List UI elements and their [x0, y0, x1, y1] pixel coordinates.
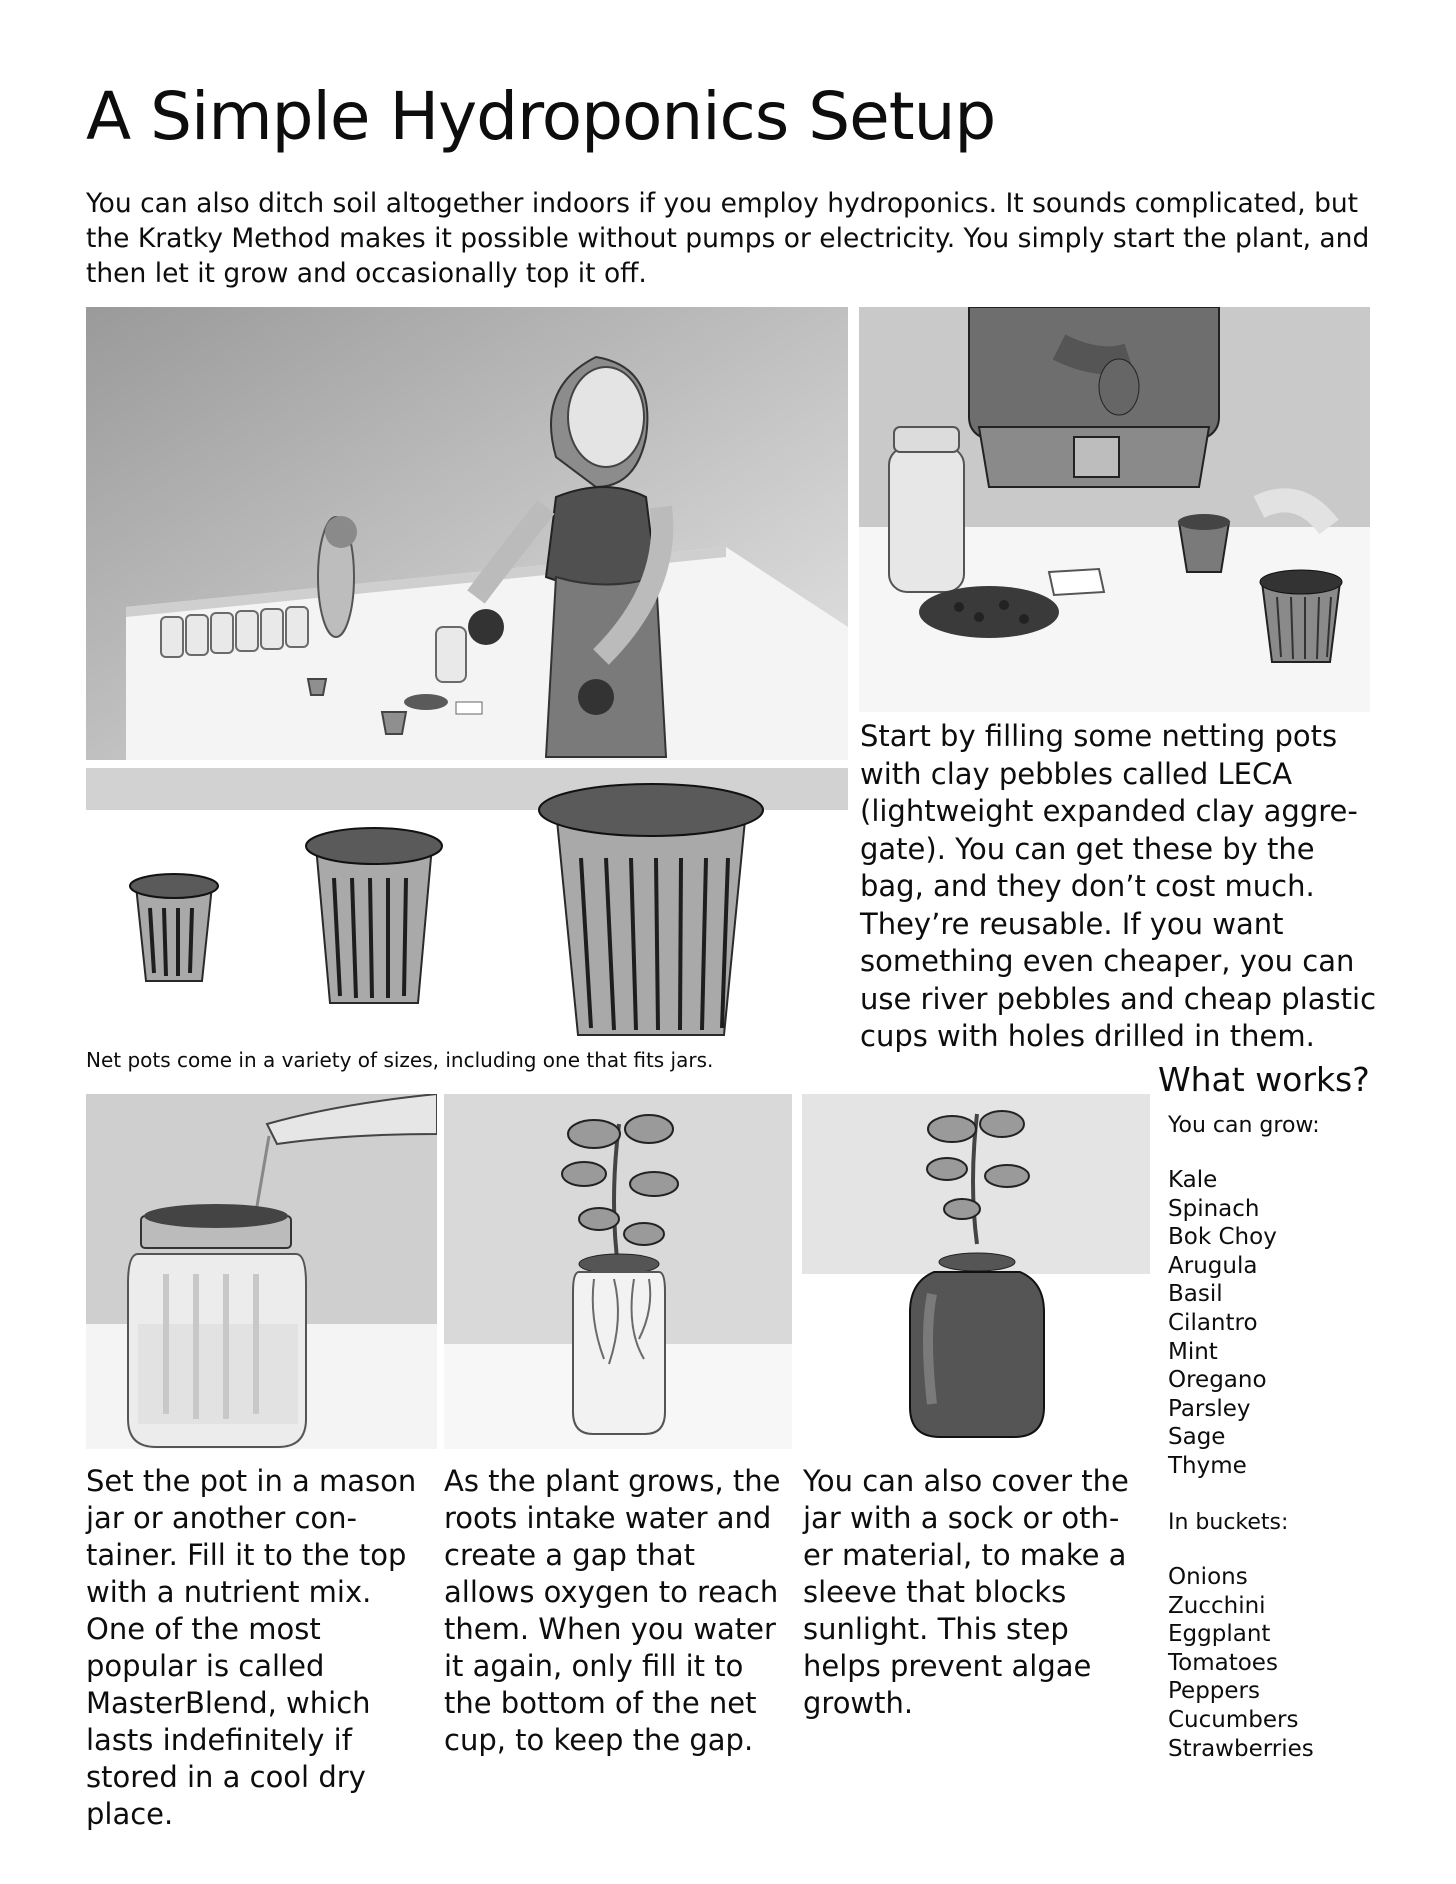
what-works-heading: What works? — [1158, 1060, 1370, 1099]
list-item: Onions — [1168, 1564, 1248, 1590]
list-item: Cilantro — [1168, 1309, 1258, 1336]
list-item: Cucumbers — [1168, 1706, 1299, 1733]
list-item: Strawberries — [1168, 1735, 1314, 1762]
page-title: A Simple Hydroponics Setup — [86, 78, 996, 155]
list-item: Spinach — [1168, 1195, 1260, 1222]
leca-paragraph: Start by filling some netting pots with clay pebbles called LECA (lightweight expanded clay aggre-gate). You can get these by the bag, and they don’t cost much. They’re reusable. If you want something even cheaper, you can use river pebbles and cheap plastic cups with holes drilled in them. — [860, 719, 1377, 1053]
illustration-pouring-nutrient-mix — [86, 1094, 437, 1449]
list-item: Arugula — [1168, 1252, 1258, 1279]
you-can-grow-label: You can grow: — [1168, 1113, 1320, 1138]
list-item: Thyme — [1168, 1452, 1247, 1479]
step-cover-jar: You can also cover the jar with a sock or oth-er material, to make a sleeve that blocks sunlight. This step helps prevent algae growth. — [803, 1464, 1129, 1720]
illustration-filling-net-pot — [859, 307, 1370, 712]
step-set-pot-in-jar: Set the pot in a mason jar or another con-tainer. Fill it to the top with a nutrient mix. One of the most popular is called MasterBlend, which lasts indefinitely if stored in a cool dry place. — [86, 1464, 417, 1831]
list-item: Oregano — [1168, 1367, 1267, 1394]
list-item: Bok Choy — [1168, 1224, 1277, 1251]
in-buckets-label: In buckets: — [1168, 1510, 1289, 1535]
illustration-woman-at-table — [86, 307, 848, 760]
list-item: Basil — [1168, 1281, 1223, 1308]
bucket-list — [1168, 1563, 1314, 1763]
illustration-jar-with-sleeve — [802, 1094, 1150, 1449]
net-pots-caption: Net pots come in a variety of sizes, including one that fits jars. — [86, 1048, 714, 1072]
intro-paragraph: You can also ditch soil altogether indoors if you employ hydroponics. It sounds complicated, but the Kratky Method makes it possible without pumps or electricity. You simply start the plant, and then let it grow and occasionally top it off. — [86, 188, 1370, 289]
list-item: Zucchini — [1168, 1592, 1266, 1619]
list-item: Eggplant — [1168, 1621, 1271, 1648]
grow-list — [1168, 1166, 1277, 1481]
list-item: Mint — [1168, 1338, 1218, 1365]
step-plant-grows: As the plant grows, the roots intake water and create a gap that allows oxygen to reach them. When you water it again, only fill it to the bottom of the net cup, to keep the gap. — [444, 1464, 781, 1757]
illustration-plant-roots-in-jar — [444, 1094, 792, 1449]
list-item: Tomatoes — [1168, 1649, 1278, 1676]
list-item: Parsley — [1168, 1395, 1251, 1422]
list-item: Sage — [1168, 1424, 1226, 1451]
list-item: Peppers — [1168, 1678, 1260, 1705]
list-item: Kale — [1168, 1167, 1218, 1193]
illustration-net-pot-sizes — [86, 768, 848, 1046]
